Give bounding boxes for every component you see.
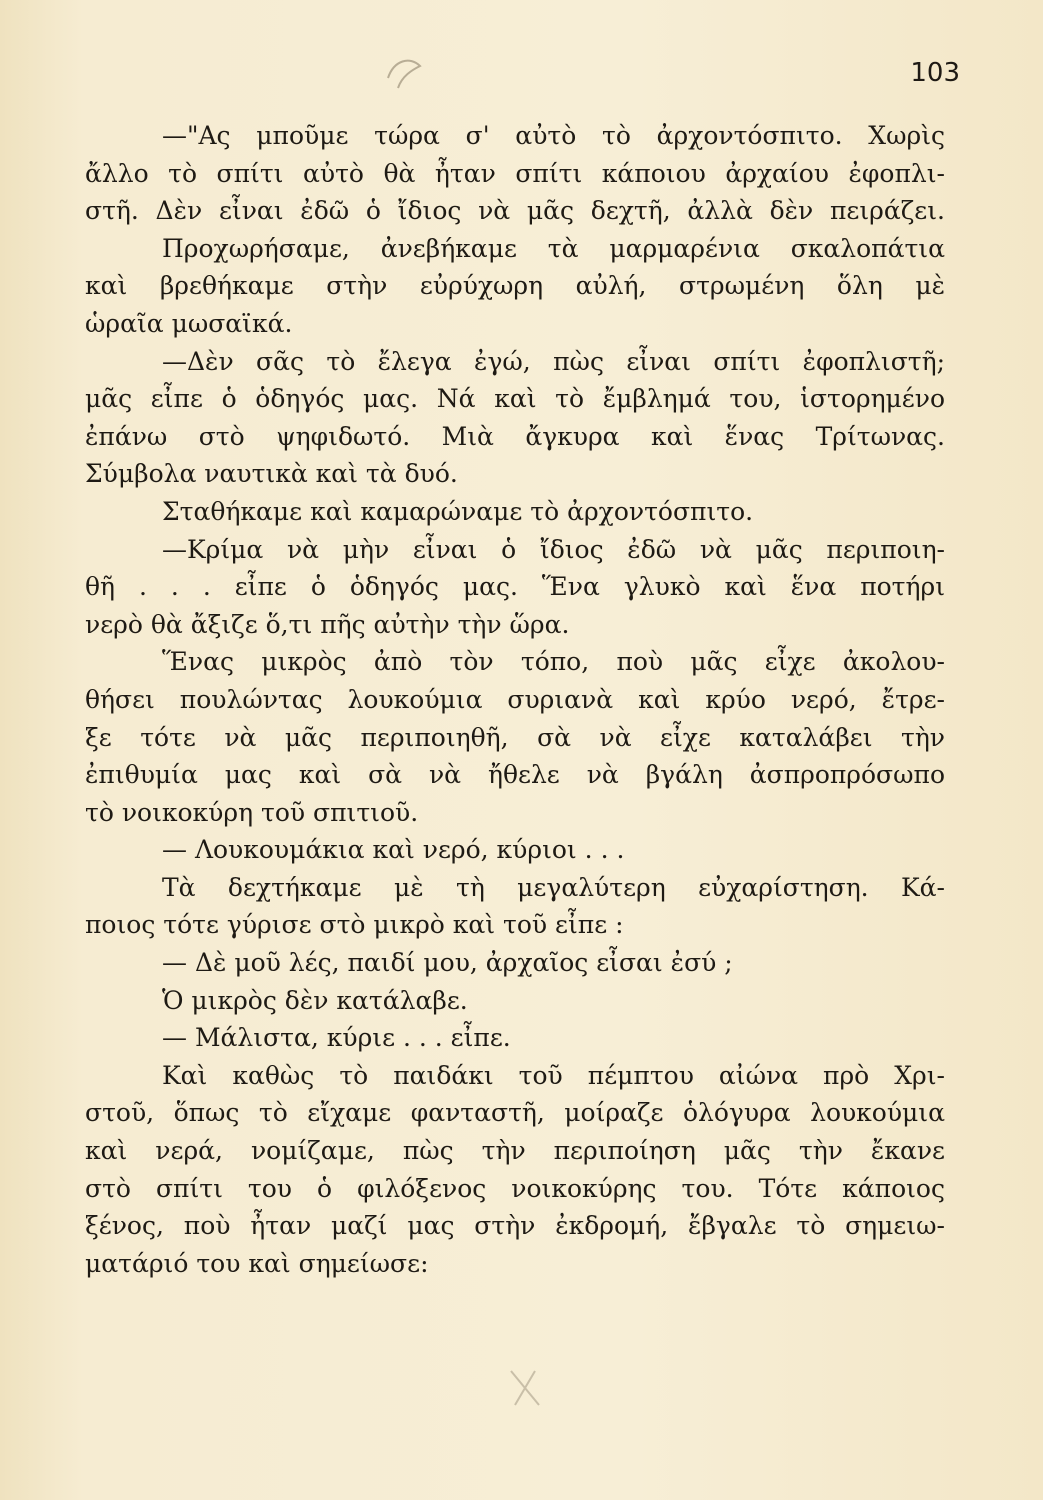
text-line: Τὰ δεχτήκαμε μὲ τὴ μεγαλύτερη εὐχαρίστηση. Κά- <box>162 872 945 902</box>
text-line: Προχωρήσαμε, ἀνεβήκαμε τὰ μαρμαρένια σκαλοπάτια <box>162 233 945 263</box>
pencil-mark <box>505 1365 545 1410</box>
text-line: Σύμβολα ναυτικὰ καὶ τὰ δυό. <box>85 459 458 489</box>
text-line: ὡραῖα μωσαϊκά. <box>85 308 293 338</box>
text-line: στὸ σπίτι του ὁ φιλόξενος νοικοκύρης του. Τότε κάποιος <box>85 1173 945 1203</box>
text-line: Καὶ καθὼς τὸ παιδάκι τοῦ πέμπτου αἰώνα πρὸ Χρι- <box>162 1060 945 1090</box>
text-line: —"Ας μποῦμε τώρα σ' αὐτὸ τὸ ἀρχοντόσπιτο. Χωρὶς <box>162 121 945 150</box>
text-line: — Λουκουμάκια καὶ νερό, κύριοι . . . <box>162 835 625 865</box>
text-line: ποιος τότε γύρισε στὸ μικρὸ καὶ τοῦ εἶπε : <box>85 910 624 940</box>
text-line: — Δὲ μοῦ λές, παιδί μου, ἀρχαῖος εἶσαι ἐσύ ; <box>162 948 733 978</box>
ink-smudge-mark <box>380 48 430 93</box>
text-line: στοῦ, ὅπως τὸ εἴχαμε φανταστῆ, μοίραζε ὁλόγυρα λουκούμια <box>85 1098 945 1128</box>
text-line: θήσει πουλώντας λουκούμια συριανὰ καὶ κρύο νερό, ἔτρε- <box>85 684 945 714</box>
text-line: ἐπάνω στὸ ψηφιδωτό. Μιὰ ἄγκυρα καὶ ἕνας Τρίτωνας. <box>85 421 945 451</box>
body-text <box>85 117 945 1282</box>
text-line: Σταθήκαμε καὶ καμαρώναμε τὸ ἀρχοντόσπιτο. <box>162 496 754 526</box>
text-line: Ὁ μικρὸς δὲν κατάλαβε. <box>162 985 468 1015</box>
text-line: Ἕνας μικρὸς ἀπὸ τὸν τόπο, ποὺ μᾶς εἶχε ἀκολου- <box>162 647 945 677</box>
text-line: θῆ . . . εἶπε ὁ ὁδηγός μας. Ἕνα γλυκὸ καὶ ἕνα ποτήρι <box>85 572 945 602</box>
text-line: —Κρίμα νὰ μὴν εἶναι ὁ ἴδιος ἐδῶ νὰ μᾶς περιποιη- <box>162 534 945 564</box>
text-line: τὸ νοικοκύρη τοῦ σπιτιοῦ. <box>85 797 419 827</box>
text-line: καὶ βρεθήκαμε στὴν εὐρύχωρη αὐλή, στρωμένη ὅλη μὲ <box>85 271 945 301</box>
text-line: ἐπιθυμία μας καὶ σὰ νὰ ἤθελε νὰ βγάλη ἀσπροπρόσωπο <box>85 760 945 790</box>
text-line: ματάριό του καὶ σημείωσε: <box>85 1248 429 1278</box>
page-number: 103 <box>910 58 960 88</box>
text-line: μᾶς εἶπε ὁ ὁδηγός μας. Νά καὶ τὸ ἔμβλημά του, ἱστορημένο <box>85 384 945 414</box>
text-line: καὶ νερά, νομίζαμε, πὼς τὴν περιποίηση μᾶς τὴν ἔκανε <box>85 1136 945 1166</box>
text-line: νερὸ θὰ ἄξιζε ὅ,τι πῆς αὐτὴν τὴν ὥρα. <box>85 609 570 639</box>
text-line: ξε τότε νὰ μᾶς περιποιηθῆ, σὰ νὰ εἶχε καταλάβει τὴν <box>85 722 945 752</box>
text-line: —Δὲν σᾶς τὸ ἔλεγα ἐγώ, πὼς εἶναι σπίτι ἐφοπλιστῆ; <box>162 346 945 376</box>
text-line: ἄλλο τὸ σπίτι αὐτὸ θὰ ἦταν σπίτι κάποιου ἀρχαίου ἐφοπλι- <box>85 158 945 188</box>
text-line: στῆ. Δὲν εἶναι ἐδῶ ὁ ἴδιος νὰ μᾶς δεχτῆ, ἀλλὰ δὲν πειράζει. <box>85 196 945 226</box>
text-line: — Μάλιστα, κύριε . . . εἶπε. <box>162 1023 511 1053</box>
text-line: ξένος, ποὺ ἦταν μαζί μας στὴν ἐκδρομή, ἔβγαλε τὸ σημειω- <box>85 1211 945 1241</box>
